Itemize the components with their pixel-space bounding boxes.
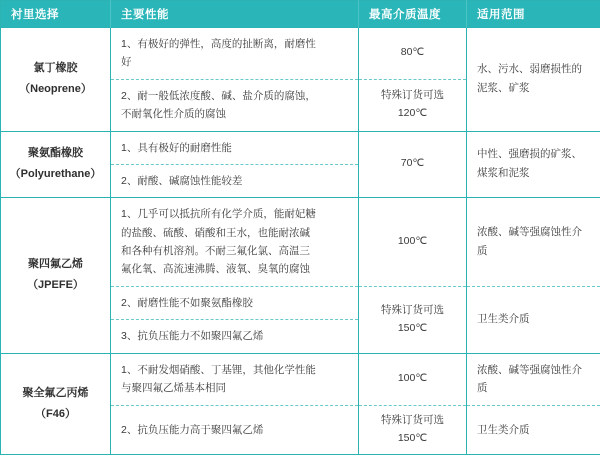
table-header bbox=[1, 1, 600, 28]
application-cell: 中性、强磨损的矿浆、 煤浆和泥浆 bbox=[467, 131, 600, 198]
temperature-cell: 特殊订货可选 150℃ bbox=[359, 286, 467, 353]
temperature-cell: 特殊订货可选 120℃ bbox=[359, 79, 467, 131]
performance-cell: 1、不耐发烟硝酸、丁基锂，其他化学性能 与聚四氟乙烯基本相同 bbox=[111, 353, 359, 406]
temperature-cell: 100℃ bbox=[359, 198, 467, 287]
table-row bbox=[1, 198, 600, 287]
application-cell: 卫生类介质 bbox=[467, 286, 600, 353]
application-cell: 卫生类介质 bbox=[467, 406, 600, 455]
performance-cell: 1、几乎可以抵抗所有化学介质，能耐妃糖 的盐酸、硫酸、硝酸和王水，也能耐浓碱 和各种有机溶剂。不耐三氟化氯、高温三 氟化氧、高流速沸腾、液氧、臭氧的腐蚀 bbox=[111, 198, 359, 287]
application-cell: 浓酸、碱等强腐蚀性介 质 bbox=[467, 353, 600, 406]
temperature-cell: 特殊订货可选 150℃ bbox=[359, 406, 467, 455]
column-header-application: 适用范围 bbox=[467, 1, 600, 28]
performance-cell: 3、抗负压能力不如聚四氟乙烯 bbox=[111, 320, 359, 353]
performance-cell: 2、耐酸、碱腐蚀性能较差 bbox=[111, 164, 359, 197]
application-cell: 浓酸、碱等强腐蚀性介 质 bbox=[467, 198, 600, 287]
lining-name-fep: 聚全氟乙丙烯 （F46） bbox=[1, 353, 111, 454]
performance-cell: 2、抗负压能力高于聚四氟乙烯 bbox=[111, 406, 359, 455]
column-header-performance: 主要性能 bbox=[111, 1, 359, 28]
table-row bbox=[1, 28, 600, 80]
performance-cell: 2、耐一般低浓度酸、碱、盐介质的腐蚀， 不耐氧化性介质的腐蚀 bbox=[111, 79, 359, 131]
performance-cell: 1、有极好的弹性，高度的扯断离，耐磨性 好 bbox=[111, 28, 359, 80]
column-header-max-temperature: 最高介质温度 bbox=[359, 1, 467, 28]
table-header-row bbox=[1, 1, 600, 28]
temperature-cell: 100℃ bbox=[359, 353, 467, 406]
temperature-cell: 70℃ bbox=[359, 131, 467, 198]
performance-cell: 2、耐磨性能不如聚氨酯橡胶 bbox=[111, 286, 359, 319]
table-row bbox=[1, 131, 600, 164]
performance-cell: 1、具有极好的耐磨性能 bbox=[111, 131, 359, 164]
application-cell: 水、污水、弱磨损性的 泥浆、矿浆 bbox=[467, 28, 600, 132]
lining-name-ptfe: 聚四氟乙烯 （JPEFE） bbox=[1, 198, 111, 353]
column-header-lining: 衬里选择 bbox=[1, 1, 111, 28]
table-body bbox=[1, 28, 600, 455]
lining-name-neoprene: 氯丁橡胶 （Neoprene） bbox=[1, 28, 111, 132]
table-row bbox=[1, 353, 600, 406]
lining-name-polyurethane: 聚氨酯橡胶 （Polyurethane） bbox=[1, 131, 111, 198]
temperature-cell: 80℃ bbox=[359, 28, 467, 80]
